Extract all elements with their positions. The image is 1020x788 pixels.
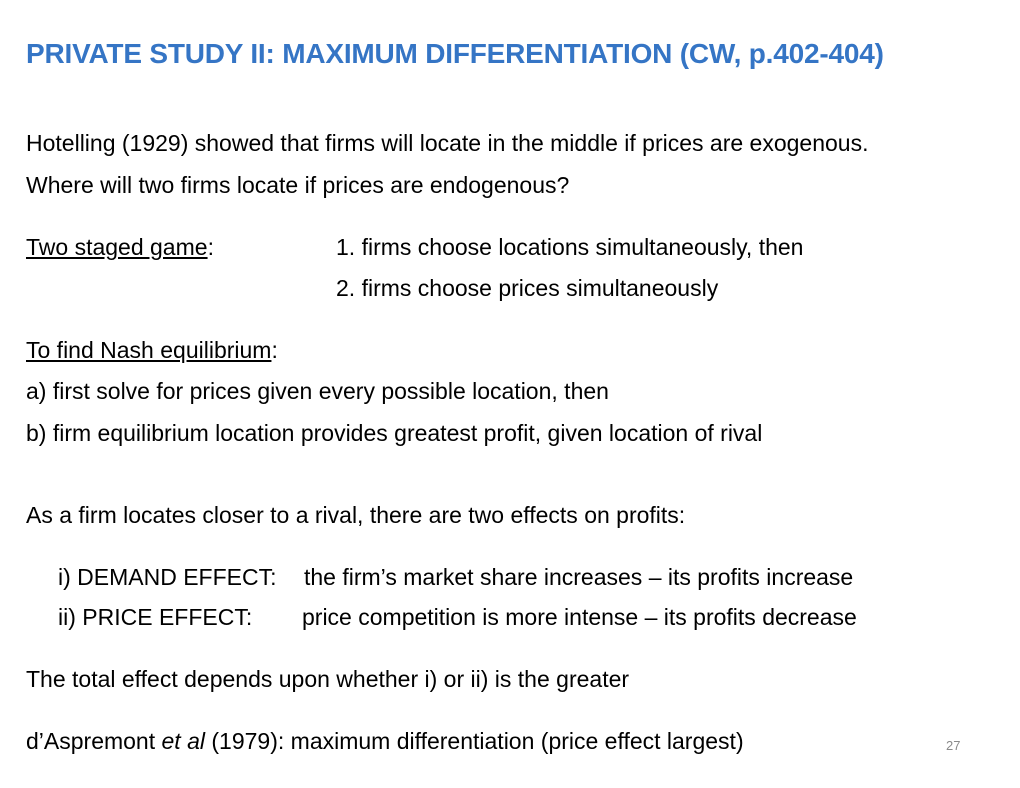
intro-line-2: Where will two firms locate if prices are endogenous? [26,172,570,198]
demand-effect-text: the firm’s market share increases – its profits increase [304,564,854,590]
conclusion-post: (1979): maximum differentiation (price effect largest) [205,728,744,754]
effects-intro: As a firm locates closer to a rival, there are two effects on profits: [26,502,686,528]
game-step-2: 2. firms choose prices simultaneously [336,275,719,301]
conclusion-line [26,726,744,756]
nash-step-b: b) firm equilibrium location provides greatest profit, given location of rival [26,420,763,446]
demand-effect-label: i) DEMAND EFFECT: [58,564,277,590]
conclusion-pre: d’Aspremont [26,728,162,754]
price-effect-text: price competition is more intense – its profits decrease [302,604,857,630]
price-effect-label: ii) PRICE EFFECT: [58,604,253,630]
nash-heading [26,335,278,365]
game-heading [26,232,214,262]
slide-title: PRIVATE STUDY II: MAXIMUM DIFFERENTIATION (CW, p.402-404) [26,38,884,69]
intro-line-1: Hotelling (1929) showed that firms will locate in the middle if prices are exogenous. [26,130,869,156]
page-number: 27 [946,738,961,753]
total-effect-line: The total effect depends upon whether i) or ii) is the greater [26,666,630,692]
nash-label: To find Nash equilibrium [26,337,272,363]
game-label: Two staged game [26,234,208,260]
nash-step-a: a) first solve for prices given every possible location, then [26,378,609,404]
game-step-1: 1. firms choose locations simultaneously, then [336,234,804,260]
conclusion-italic: et al [161,728,205,754]
nash-colon: : [271,337,278,363]
game-colon: : [207,234,214,260]
